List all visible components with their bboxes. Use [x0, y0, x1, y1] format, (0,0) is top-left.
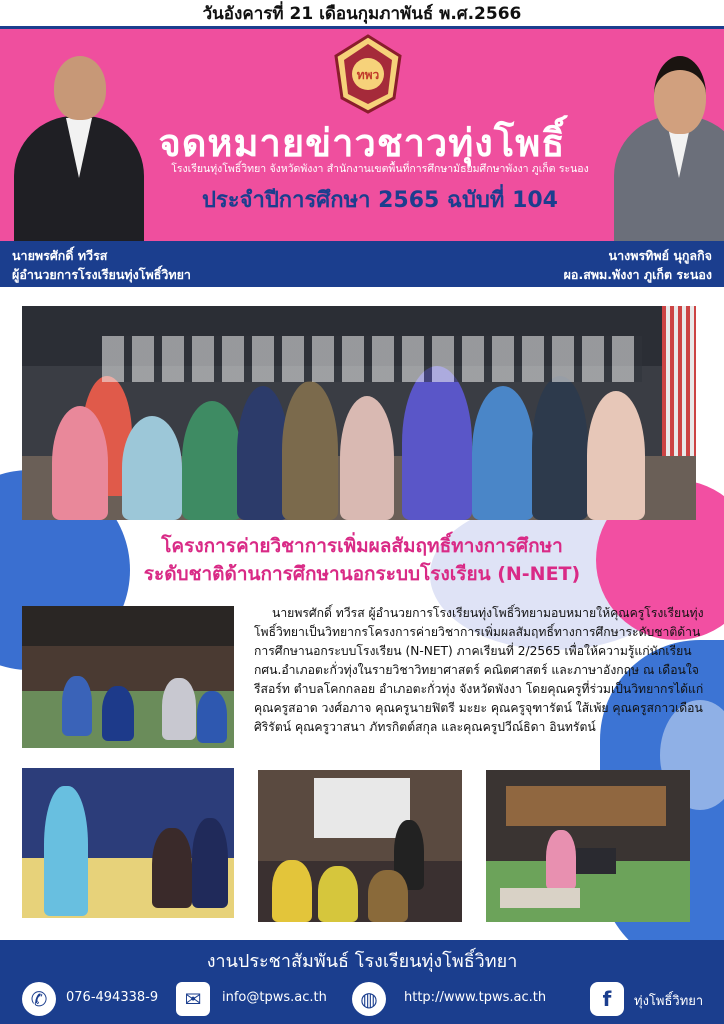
school-line: โรงเรียนทุ่งโพธิ์วิทยา จังหวัดพังงา สำนักงานเขตพื้นที่การศึกษามัธยมศึกษาพังงา ภูเก็ต ระนอง: [171, 163, 589, 175]
photo-classroom-1: [22, 606, 234, 748]
phone-icon: ✆: [22, 982, 56, 1016]
logo-text: ทพว: [356, 68, 380, 82]
name-bar: [0, 241, 724, 287]
email-address[interactable]: info@tpws.ac.th: [222, 990, 327, 1005]
footer-bar: [0, 940, 724, 1024]
article-body: นายพรศักดิ์ ทวีรส ผู้อำนวยการโรงเรียนทุ่งโพธิ์วิทยามอบหมายให้คุณครูโรงเรียนทุ่งโพธิ์วิทยาเป็นวิทยากรโครงการค่ายวิชาการเพิ่มผลสัมฤทธิ์ทางการศึกษาระดับชาติด้านการศึกษานอกระบบโรงเรียน (N-NET) ภาคเรียนที่ 2/2565 เพื่อให้ความรู้แก่นักเรียน กศน.อำเภอตะกั่วทุ่งในรายวิชาวิทยาศาสตร์ คณิตศาสตร์ และภาษาอังกฤษ ณ เดือนใจรีสอร์ท ตำบลโคกกลอย อำเภอตะกั่วทุ่ง จังหวัดพังงา โดยคุณครูที่ร่วมเป็นวิทยากรได้แก่คุณครูสอาด วงศ์อภาจ คุณครูนายฟิตรี มะยะ คุณครูจุฑารัตน์ ใส้เพ้ย คุณครูสกาวเดือน ศิริรัตน์ คุณครูวาสนา ภัทรกิตต์สกุล และคุณครูปวีณ์ธิดา อินทรัตน์: [254, 606, 704, 734]
headline-line-2: ระดับชาติด้านการศึกษานอกระบบโรงเรียน (N-NET): [143, 563, 581, 585]
director-caption: [12, 246, 191, 284]
school-logo: [328, 34, 408, 114]
photo-classroom-2: [486, 770, 690, 922]
director-name: นายพรศักดิ์ ทวีรส: [12, 248, 108, 263]
photo-speaker-1: [22, 768, 234, 918]
official-portrait: [610, 52, 724, 241]
date-line: วันอังคารที่ 21 เดือนกุมภาพันธ์ พ.ศ.2566: [202, 4, 522, 24]
official-title: ผอ.สพม.พังงา ภูเก็ต ระนอง: [563, 267, 712, 282]
phone-number: 076-494338-9: [66, 990, 159, 1005]
official-caption: [564, 246, 712, 284]
group-photo: [22, 306, 696, 520]
globe-icon: ◍: [352, 982, 386, 1016]
issue-line: ประจำปีการศึกษา 2565 ฉบับที่ 104: [202, 188, 558, 213]
facebook-page[interactable]: ทุ่งโพธิ์วิทยา: [634, 994, 704, 1009]
facebook-icon: f: [590, 982, 624, 1016]
email-icon: ✉: [176, 982, 210, 1016]
website-link[interactable]: http://www.tpws.ac.th: [404, 990, 547, 1005]
headline-line-1: โครงการค่ายวิชาการเพิ่มผลสัมฤทธิ์ทางการศึกษา: [161, 535, 563, 557]
director-title: ผู้อำนวยการโรงเรียนทุ่งโพธิ์วิทยา: [12, 267, 191, 282]
footer-title: งานประชาสัมพันธ์ โรงเรียนทุ่งโพธิ์วิทยา: [206, 951, 518, 972]
header-stripe: [0, 26, 724, 29]
article-headline: [60, 532, 664, 588]
official-name: นางพรทิพย์ นุกูลกิจ: [608, 248, 712, 263]
photo-speaker-2: [258, 770, 462, 922]
newsletter-title: จดหมายข่าวชาวทุ่งโพธิ์: [158, 121, 566, 165]
